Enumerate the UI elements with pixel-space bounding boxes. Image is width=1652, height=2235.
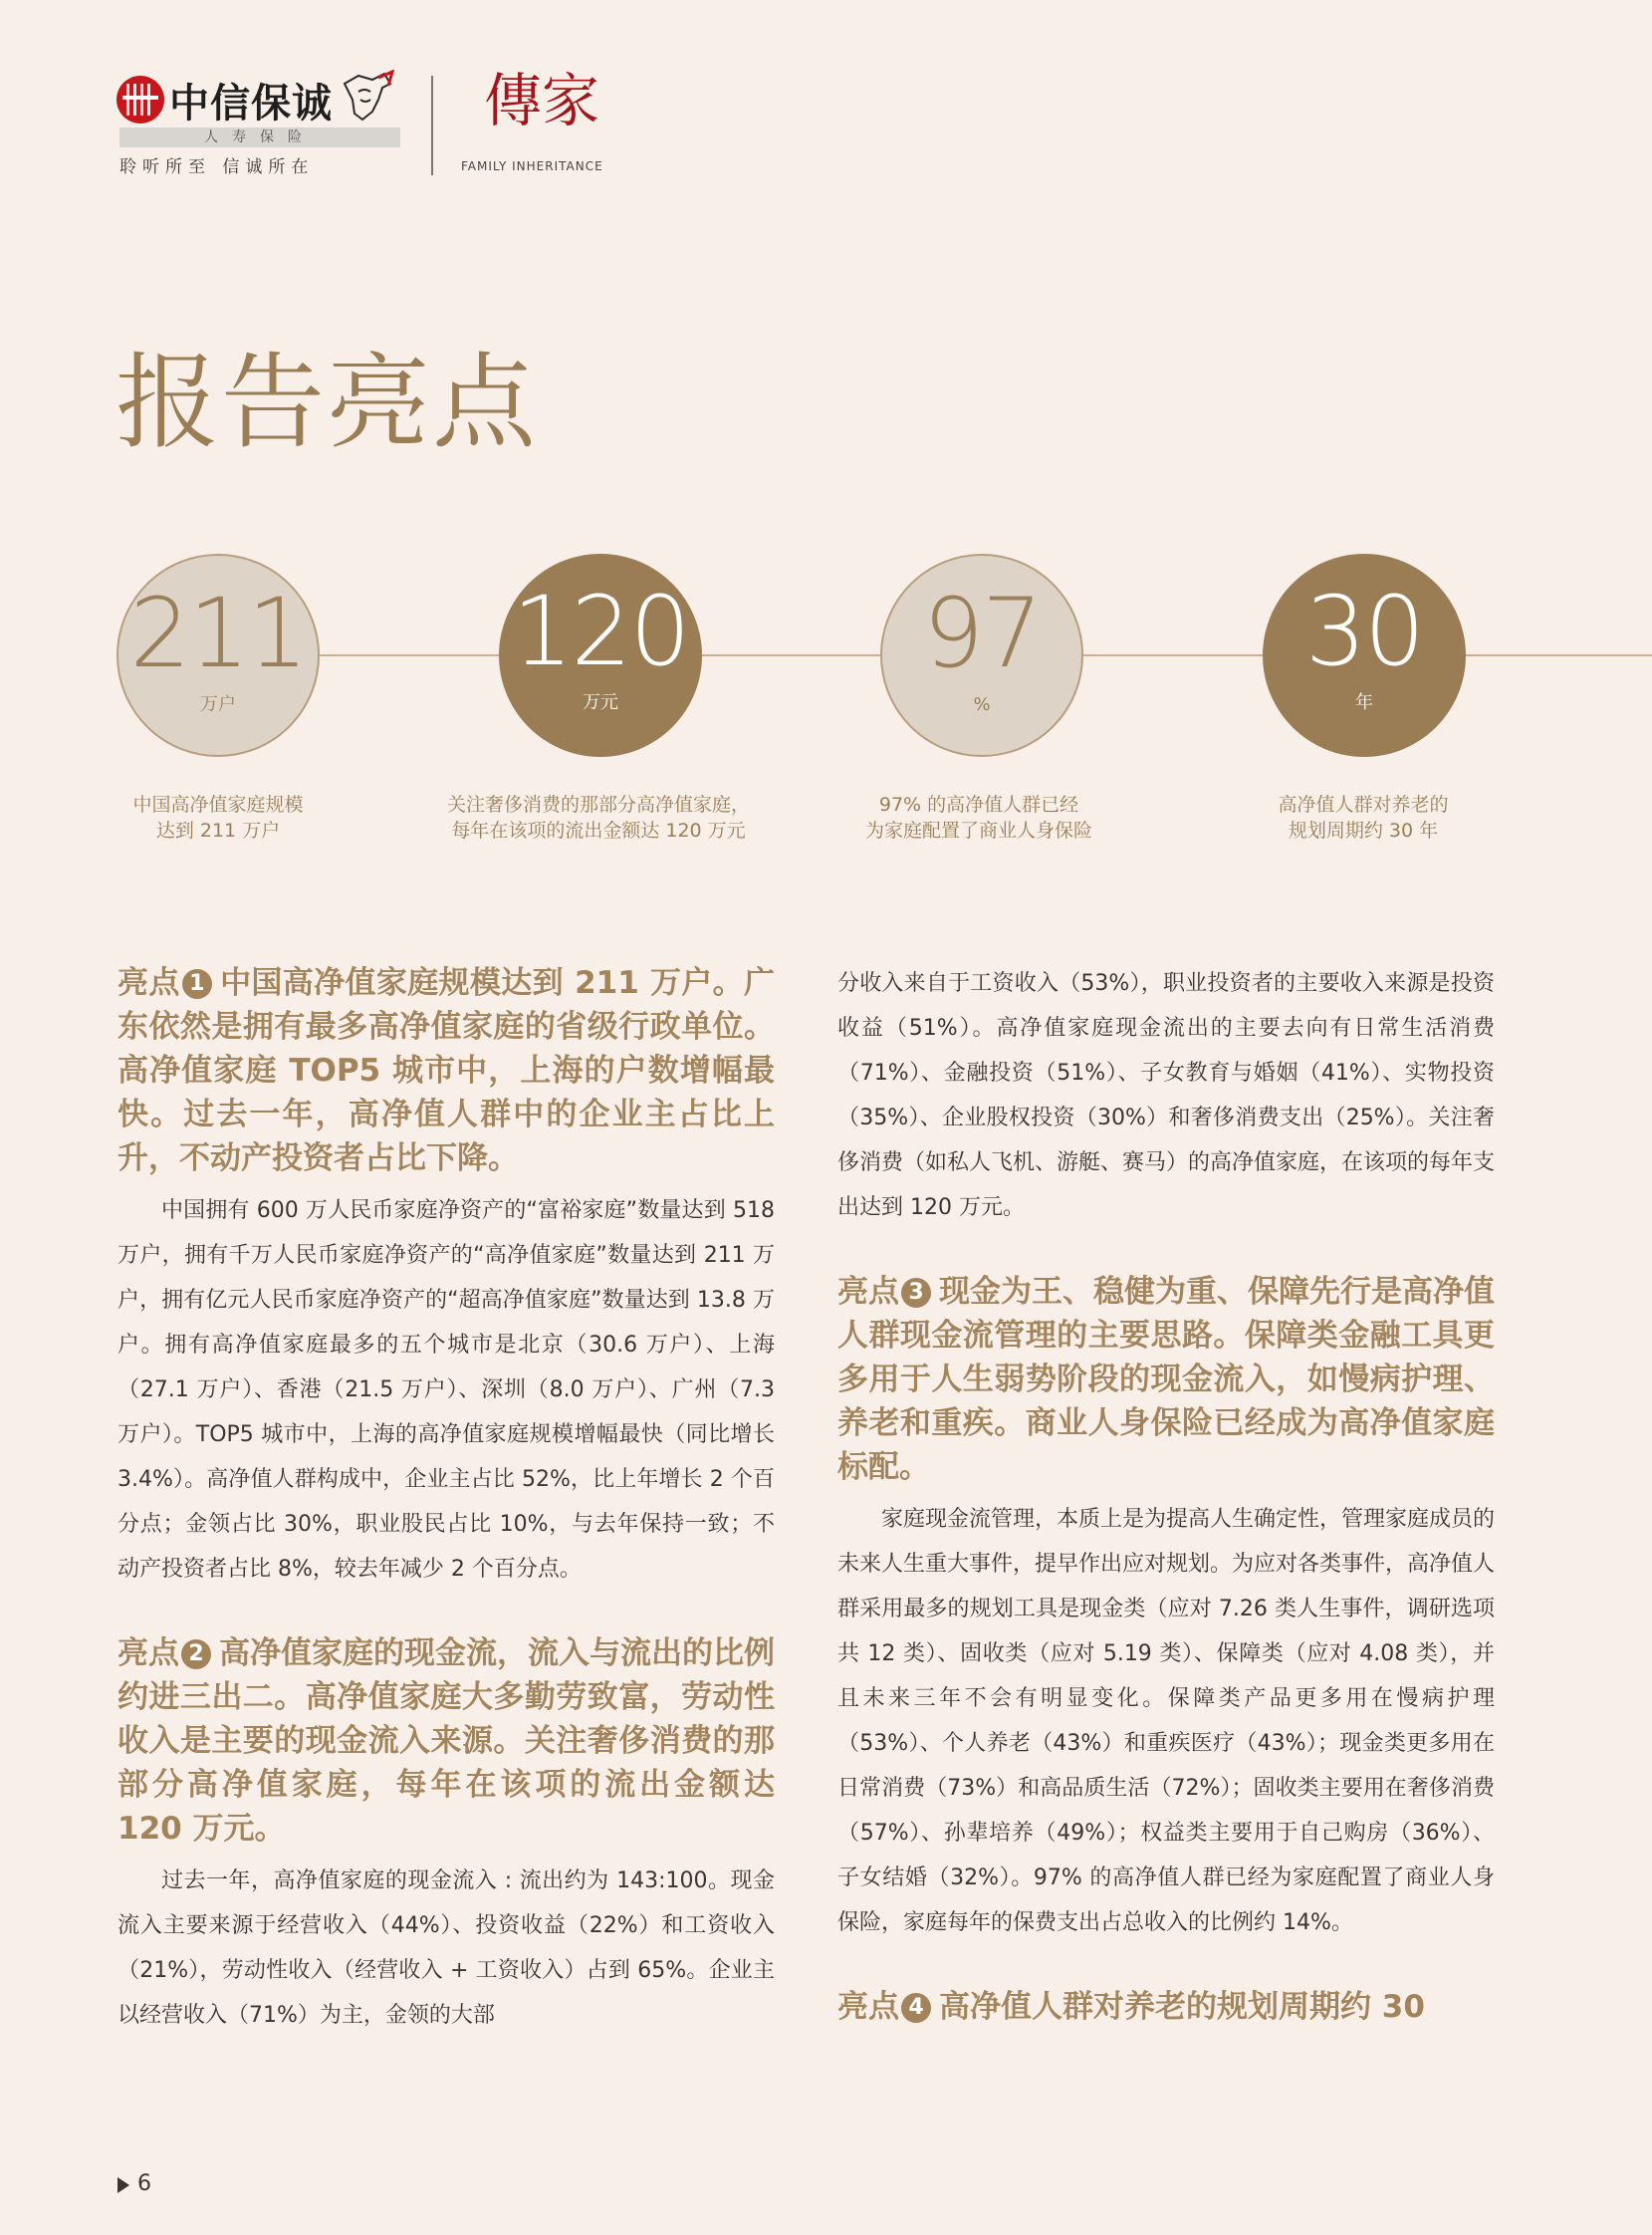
stat-caption: 97% 的高净值人群已经 为家庭配置了商业人身保险 bbox=[864, 794, 1092, 842]
highlight-number-badge: 2 bbox=[181, 1639, 211, 1669]
page-marker-icon bbox=[118, 2177, 129, 2193]
page-title: 报告亮点 bbox=[116, 342, 539, 463]
page-number: 6 bbox=[137, 2171, 151, 2196]
highlight-number-badge: 4 bbox=[901, 1993, 931, 2023]
company-slogan: 聆听所至 信诚所在 bbox=[119, 157, 315, 177]
stat-caption: 高净值人群对养老的 规划周期约 30 年 bbox=[1278, 794, 1449, 842]
stat-caption: 中国高净值家庭规模 达到 211 万户 bbox=[132, 794, 304, 842]
stat-circle-retirement bbox=[1263, 554, 1466, 757]
highlight-number-badge: 1 bbox=[182, 969, 212, 999]
highlight-body-continued: 分收入来自于工资收入（53%），职业投资者的主要收入来源是投资收益（51%）。高净值家庭现金流出的主要去向有日常生活消费（71%）、金融投资（51%）、子女教育与婚姻（41%）、实物投资（35%）、企业股权投资（30%）和奢侈消费支出（25%）。关注奢侈消费（如私人飞机、游艇、赛马）的高净值家庭，在该项的每年支出达到 120 万元。 bbox=[837, 971, 1496, 1220]
highlight-heading: 亮点 3 现金为王、稳健为重、保障先行是高净值人群现金流管理的主要思路。保障类金融工具更多用于人生弱势阶段的现金流入，如慢病护理、养老和重疾。商业人身保险已经成为高净值家庭标配。 bbox=[837, 1274, 1495, 1485]
stat-circle-luxury-spend bbox=[499, 554, 702, 757]
mascot-figure-icon bbox=[339, 70, 396, 127]
company-subtitle: 人寿保险 bbox=[119, 127, 400, 147]
company-logo-icon bbox=[117, 76, 164, 124]
highlight-heading: 亮点 2 高净值家庭的现金流，流入与流出的比例约进三出二。高净值家庭大多勤劳致富，劳动性收入是主要的现金流入来源。关注奢侈消费的那部分高净值家庭，每年在该项的流出金额达 120 万元。 bbox=[118, 1635, 775, 1847]
left-column bbox=[118, 961, 775, 2038]
stat-number: 97 bbox=[922, 578, 1042, 689]
stat-number: 120 bbox=[512, 576, 689, 687]
stat-unit: 万元 bbox=[583, 692, 618, 713]
company-name: 中信保诚 bbox=[169, 81, 333, 126]
right-column bbox=[837, 961, 1495, 2029]
highlight-number-badge: 3 bbox=[901, 1278, 931, 1308]
highlight-body: 过去一年，高净值家庭的现金流入 : 流出约为 143:100。现金流入主要来源于经营收入（44%）、投资收益（22%）和工资收入（21%），劳动性收入（经营收入 + 工资收入）占到 65%。企业主以经营收入（71%）为主，金领的大部 bbox=[118, 1868, 775, 2028]
header-divider bbox=[431, 76, 433, 175]
highlight-body: 中国拥有 600 万人民币家庭净资产的“富裕家庭”数量达到 518 万户，拥有千万人民币家庭净资产的“高净值家庭”数量达到 211 万户，拥有亿元人民币家庭净资产的“超高净值家庭”数量达到 13.8 万户。拥有高净值家庭最多的五个城市是北京（30.6 万户）、上海（27.1 万户）、香港（21.5 万户）、深圳（8.0 万户）、广州（7.3 万户）。TOP5 城市中，上海的高净值家庭规模增幅最快（同比增长 3.4%）。高净值人群构成中，企业主占比 52%，比上年增长 2 个百分点；金领占比 30%，职业股民占比 10%，与去年保持一致；不动产投资者占比 8%，较去年减少 2 个百分点。 bbox=[118, 1198, 775, 1582]
stat-circle-households bbox=[117, 554, 320, 757]
brand-english-name: FAMILY INHERITANCE bbox=[461, 159, 603, 173]
stat-circle-insurance bbox=[880, 554, 1083, 757]
stat-unit: 万户 bbox=[200, 694, 236, 715]
stat-number: 211 bbox=[129, 578, 307, 689]
stat-unit: % bbox=[973, 694, 991, 715]
highlight-body: 家庭现金流管理，本质上是为提高人生确定性，管理家庭成员的未来人生重大事件，提早作出应对规划。为应对各类事件，高净值人群采用最多的规划工具是现金类（应对 7.26 类人生事件，调研选项共 12 类）、固收类（应对 5.19 类）、保障类（应对 4.08 类），并且未来三年不会有明显变化。保障类产品更多用在慢病护理（53%）、个人养老（43%）和重疾医疗（43%）；现金类更多用在日常消费（73%）和高品质生活（72%）；固收类主要用在奢侈消费（57%）、孙辈培养（49%）；权益类主要用于自己购房（36%）、子女结婚（32%）。97% 的高净值人群已经为家庭配置了商业人身保险，家庭每年的保费支出占总收入的比例约 14%。 bbox=[837, 1507, 1496, 1935]
highlight-heading: 亮点 4 高净值人群对养老的规划周期约 30 bbox=[837, 1989, 1425, 2025]
highlight-heading: 亮点 1 中国高净值家庭规模达到 211 万户。广东依然是拥有最多高净值家庭的省级行政单位。高净值家庭 TOP5 城市中，上海的户数增幅最快。过去一年，高净值人群中的企业主占比上升，不动产投资者占比下降。 bbox=[118, 965, 776, 1176]
stat-number: 30 bbox=[1304, 576, 1424, 687]
brand-calligraphy-mark: 傳家 bbox=[484, 67, 600, 134]
stat-unit: 年 bbox=[1355, 692, 1373, 713]
stat-caption: 关注奢侈消费的那部分高净值家庭， 每年在该项的流出金额达 120 万元 bbox=[446, 794, 750, 842]
